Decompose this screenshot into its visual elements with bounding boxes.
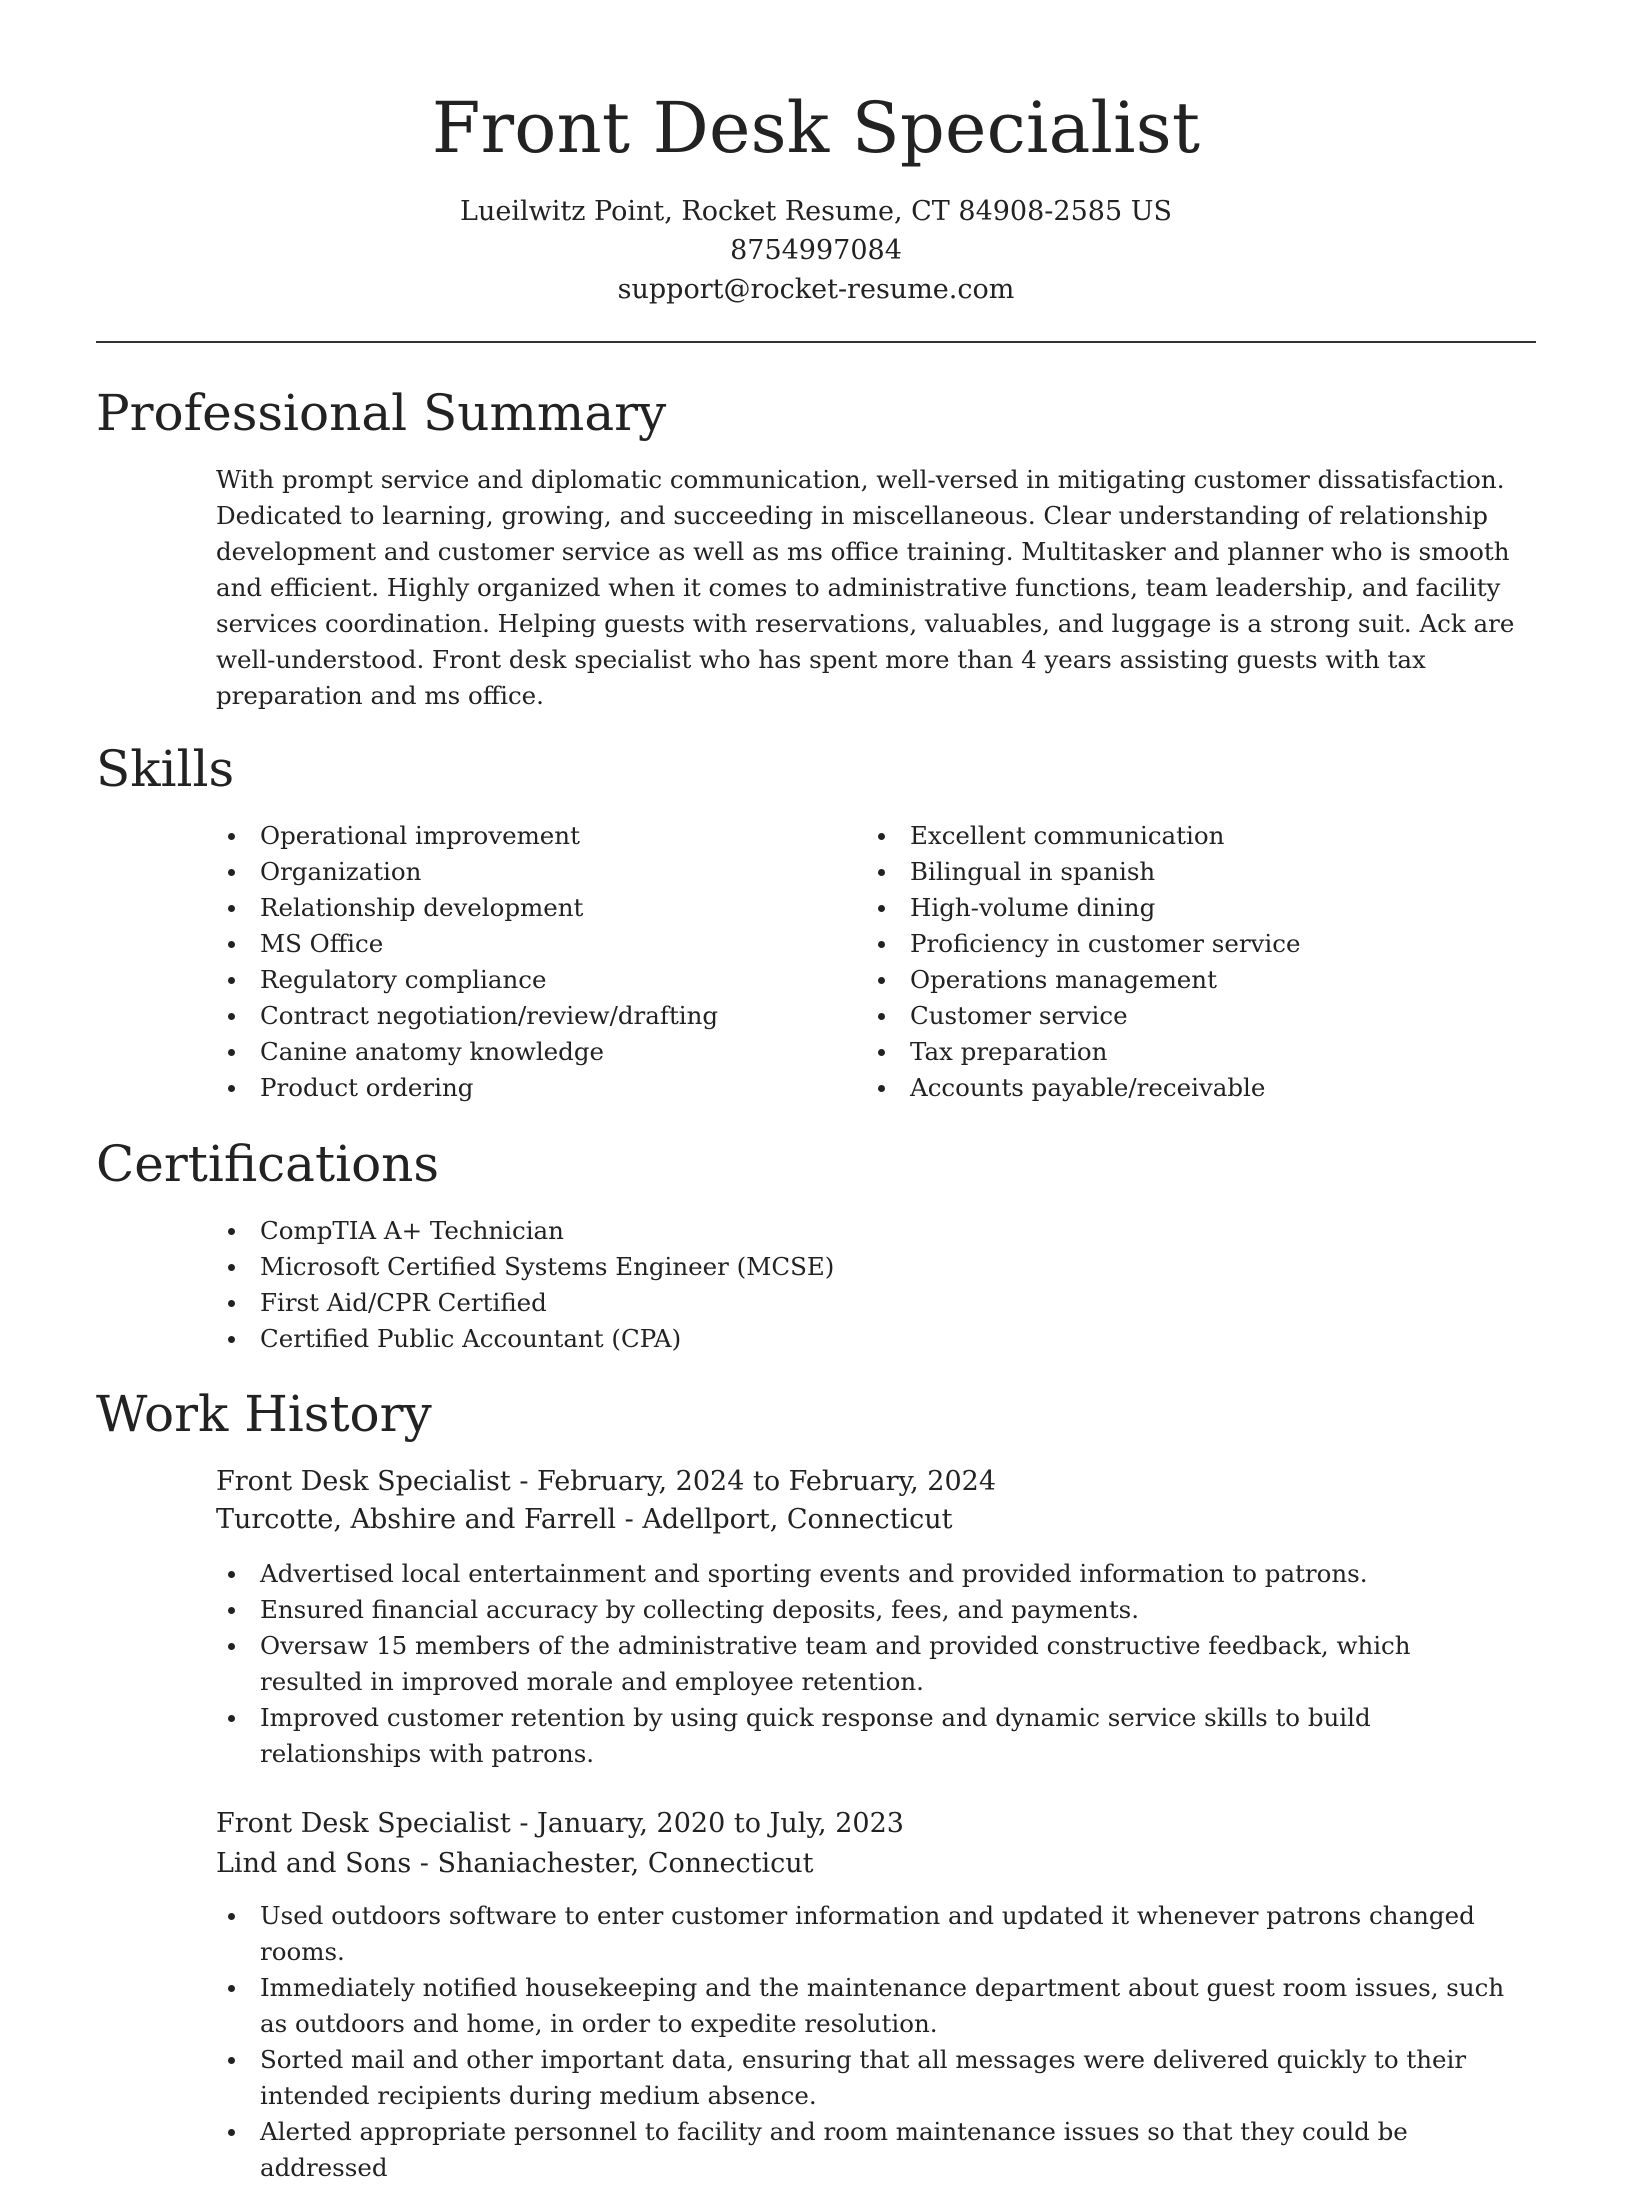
list-item: Contract negotiation/review/drafting: [216, 998, 836, 1034]
list-item: Proficiency in customer service: [866, 926, 1516, 962]
job-company: Lind and Sons: [216, 1848, 412, 1879]
job-1-duties: [216, 1556, 1516, 1772]
list-item: Tax preparation: [866, 1034, 1516, 1070]
list-item: Accounts payable/receivable: [866, 1070, 1516, 1106]
address-line: Lueilwitz Point, Rocket Resume, CT 84908-2585 US: [460, 196, 1172, 227]
job-title: Front Desk Specialist: [216, 1808, 511, 1839]
list-item: Canine anatomy knowledge: [216, 1034, 836, 1070]
job-location: - Shaniachester, Connecticut: [411, 1848, 814, 1879]
summary-heading: Professional Summary: [96, 384, 667, 442]
list-item: Immediately notified housekeeping and the maintenance department about guest room issues, such as outdoors and home, in order to expedite resolution.: [216, 1970, 1516, 2042]
list-item: Ensured financial accuracy by collecting deposits, fees, and payments.: [216, 1592, 1516, 1628]
list-item: Relationship development: [216, 890, 836, 926]
list-item: Used outdoors software to enter customer information and updated it whenever patrons changed rooms.: [216, 1898, 1516, 1970]
list-item: First Aid/CPR Certified: [216, 1285, 1516, 1321]
list-item: Improved customer retention by using quick response and dynamic service skills to build relationships with patrons.: [216, 1700, 1516, 1772]
list-item: Excellent communication: [866, 818, 1516, 854]
work-history-heading: Work History: [96, 1385, 432, 1443]
list-item: Customer service: [866, 998, 1516, 1034]
summary-text: With prompt service and diplomatic communication, well-versed in mitigating customer dissatisfaction. Dedicated to learning, growing, and succeeding in miscellaneous. Clear understanding of relationship development and customer service as well as ms office training. Multitasker and planner who is smooth and efficient. Highly organized when it comes to administrative functions, team leadership, and facility services coordination. Helping guests with reservations, valuables, and luggage is a strong suit. Ack are well-understood. Front desk specialist who has spent more than 4 years assisting guests with tax preparation and ms office.: [216, 465, 1515, 710]
list-item: CompTIA A+ Technician: [216, 1213, 1516, 1249]
list-item: Alerted appropriate personnel to facility and room maintenance issues so that they could be addressed: [216, 2114, 1516, 2186]
job-title: Front Desk Specialist: [216, 1466, 511, 1497]
job-location: - Adellport, Connecticut: [616, 1504, 953, 1535]
list-item: Sorted mail and other important data, ensuring that all messages were delivered quickly to their intended recipients during medium absence.: [216, 2042, 1516, 2114]
certifications-list: [216, 1213, 1516, 1357]
skills-heading: Skills: [96, 740, 235, 798]
phone-line: 8754997084: [730, 235, 902, 266]
job-2-company-line: [216, 1845, 813, 1883]
list-item: Certified Public Accountant (CPA): [216, 1321, 1516, 1357]
job-1-company-line: [216, 1501, 953, 1539]
list-item: Organization: [216, 854, 836, 890]
list-item: Product ordering: [216, 1070, 836, 1106]
resume-header: [0, 0, 1632, 309]
list-item: Bilingual in spanish: [866, 854, 1516, 890]
job-company: Turcotte, Abshire and Farrell: [216, 1504, 617, 1535]
list-item: High-volume dining: [866, 890, 1516, 926]
skills-list-left: [216, 818, 836, 1106]
list-item: Oversaw 15 members of the administrative team and provided constructive feedback, which resulted in improved morale and employee retention.: [216, 1628, 1516, 1700]
job-2-title-line: [216, 1805, 904, 1843]
list-item: Operations management: [866, 962, 1516, 998]
header-divider: [96, 341, 1536, 343]
list-item: Operational improvement: [216, 818, 836, 854]
candidate-name: Front Desk Specialist: [431, 87, 1201, 169]
job-2-duties: [216, 1898, 1516, 2186]
list-item: Advertised local entertainment and sporting events and provided information to patrons.: [216, 1556, 1516, 1592]
job-dates: - January, 2020 to July, 2023: [510, 1808, 904, 1839]
list-item: Regulatory compliance: [216, 962, 836, 998]
certifications-heading: Certifications: [96, 1135, 440, 1193]
list-item: Microsoft Certified Systems Engineer (MCSE): [216, 1249, 1516, 1285]
list-item: MS Office: [216, 926, 836, 962]
job-dates: - February, 2024 to February, 2024: [510, 1466, 997, 1497]
email-line: support@rocket-resume.com: [617, 274, 1015, 305]
job-1-title-line: [216, 1463, 996, 1501]
skills-list-right: [866, 818, 1516, 1106]
